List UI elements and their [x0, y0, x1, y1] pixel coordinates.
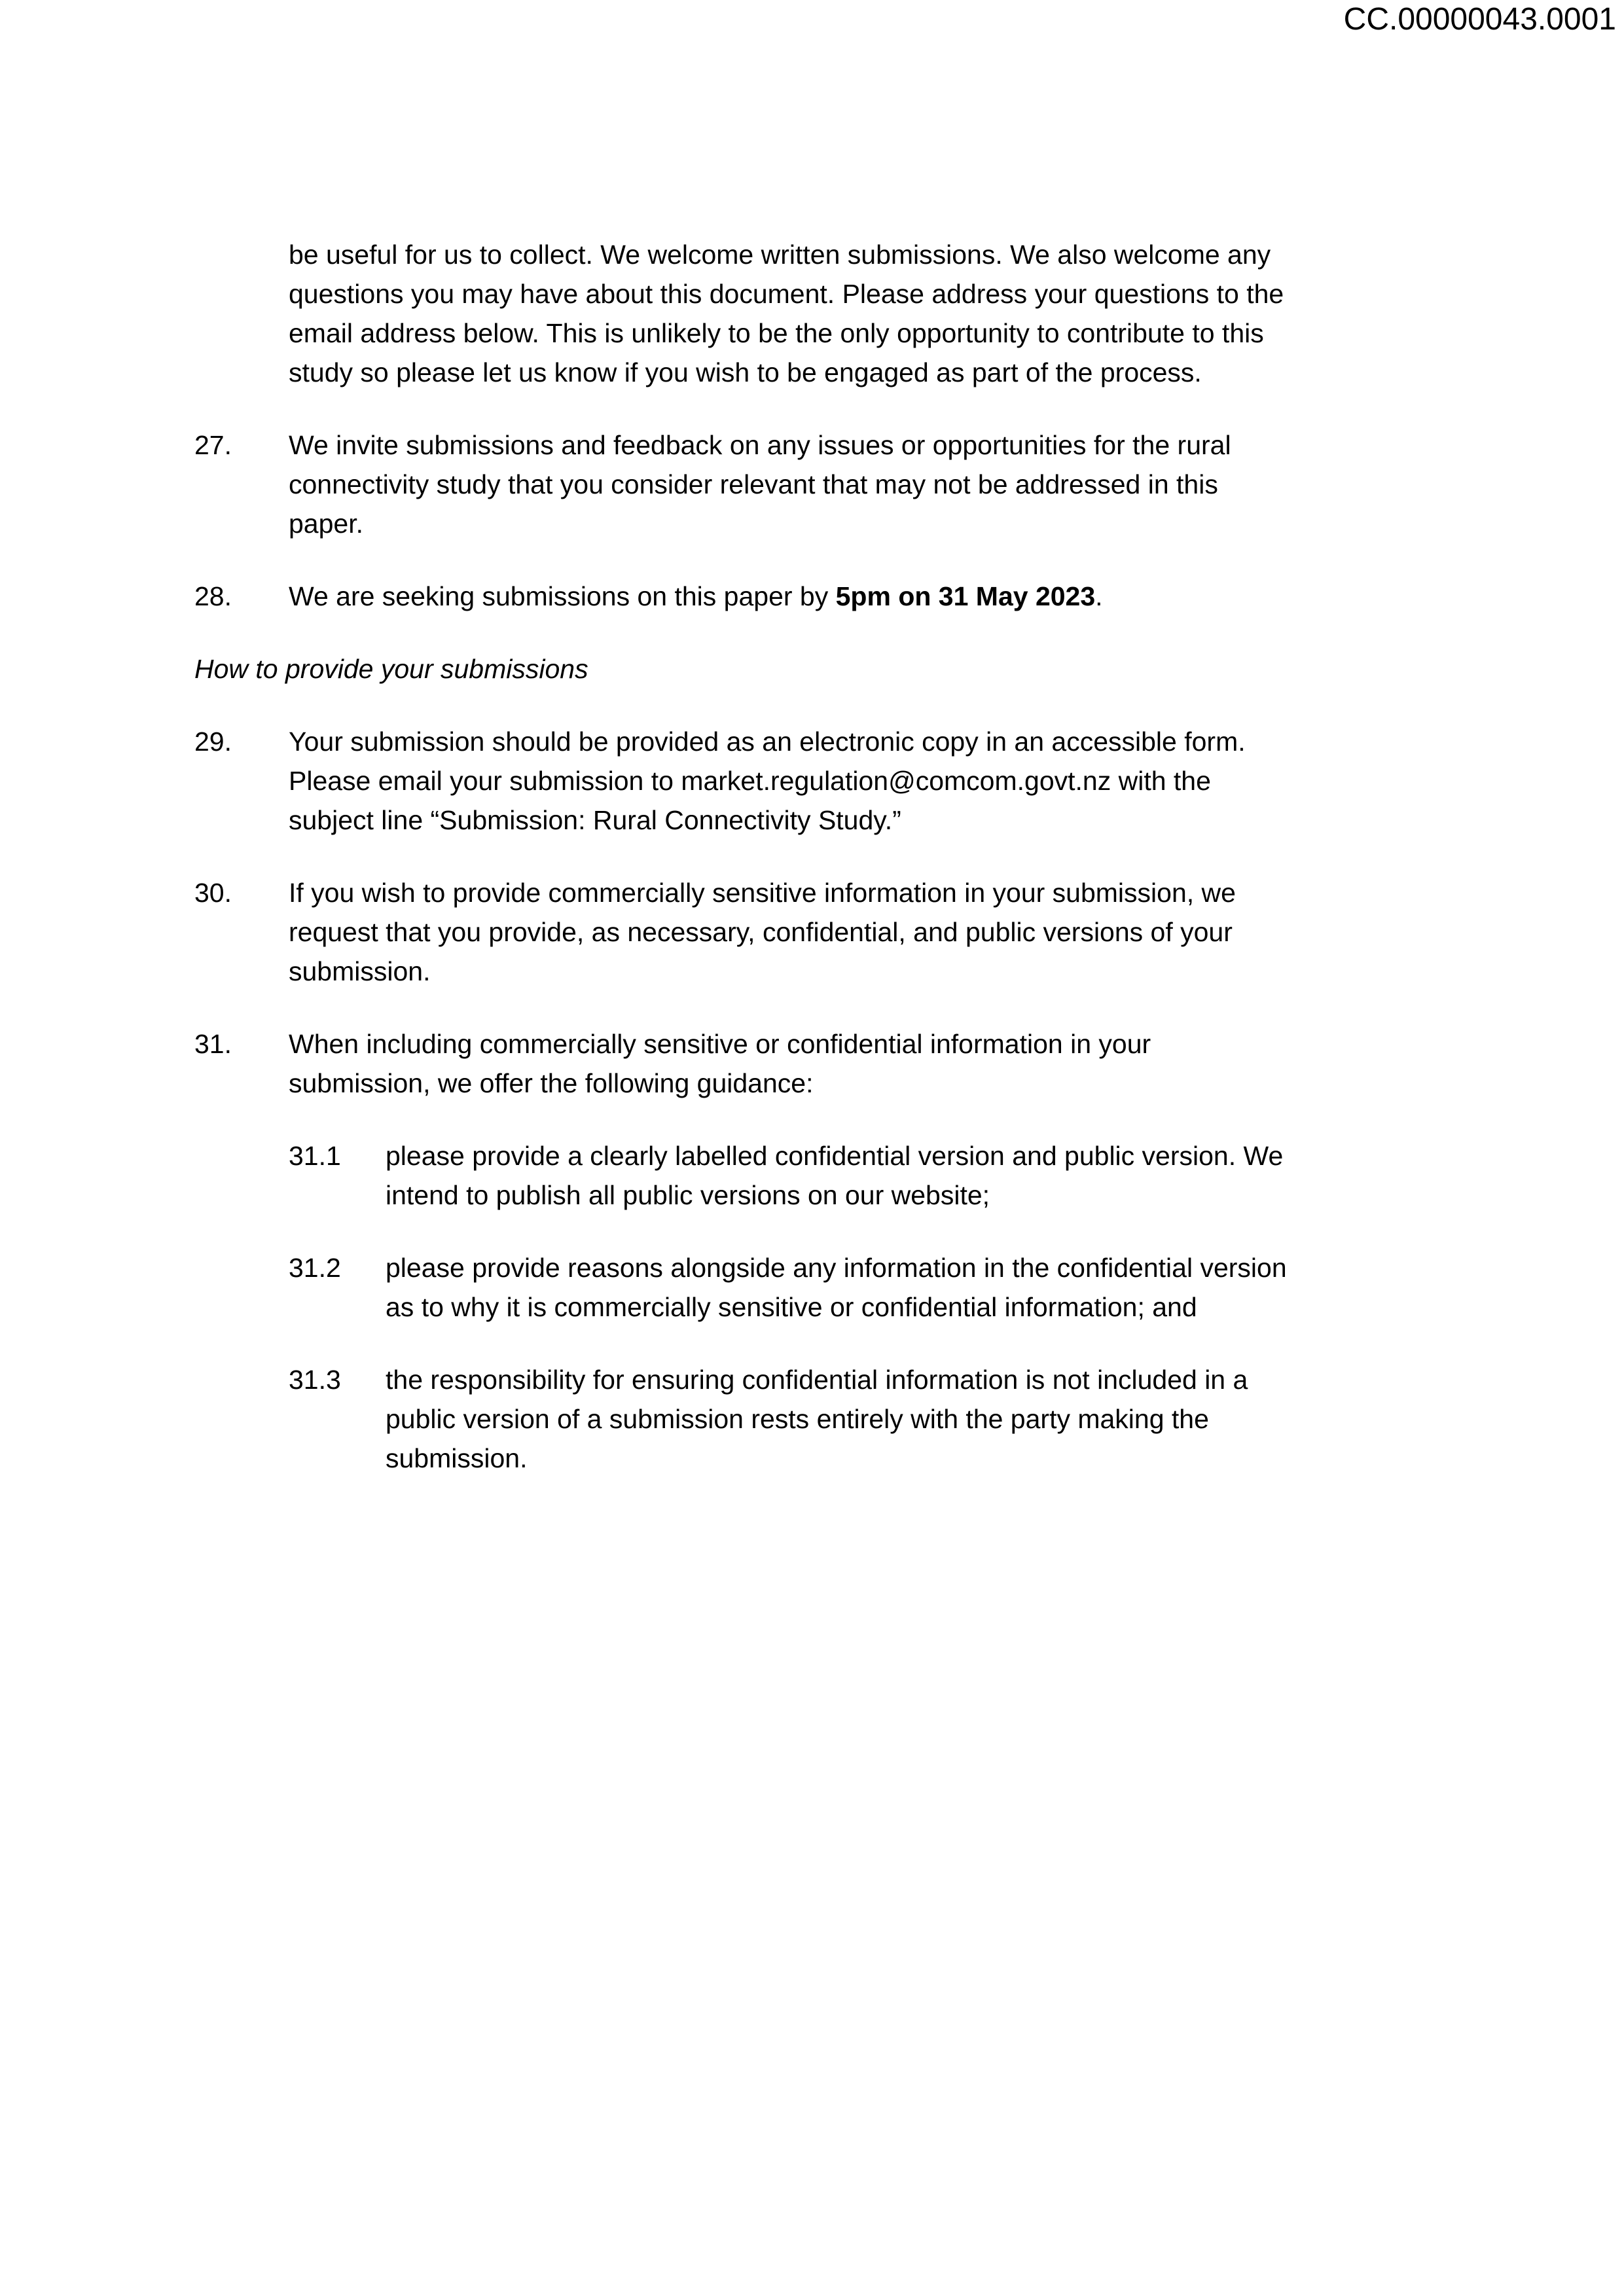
- text-line: [289, 577, 1477, 616]
- paragraph-30: [194, 873, 1477, 991]
- paragraph-28: [194, 577, 1477, 616]
- paragraph-number: 31.2: [289, 1253, 341, 1283]
- paragraph-31-3: [194, 1360, 1477, 1478]
- text-line: request that you provide, as necessary, confidential, and public versions of your: [289, 917, 1233, 947]
- paragraph-31-1: [194, 1136, 1477, 1215]
- text-line: public version of a submission rests entirely with the party making the: [386, 1404, 1209, 1434]
- paragraph-number: 31.1: [289, 1141, 341, 1171]
- text-line: Your submission should be provided as an electronic copy in an accessible form.: [289, 726, 1246, 757]
- text-line: connectivity study that you consider relevant that may not be addressed in this: [289, 469, 1218, 499]
- paragraph-29: [194, 722, 1477, 840]
- paragraph-31: [194, 1024, 1477, 1103]
- paragraph-number: 30.: [194, 878, 232, 908]
- text-line: be useful for us to collect. We welcome written submissions. We also welcome any: [289, 240, 1271, 270]
- text-line: submission.: [386, 1443, 528, 1473]
- text-line: email address below. This is unlikely to be the only opportunity to contribute to this: [289, 318, 1264, 348]
- text: We are seeking submissions on this paper by: [289, 581, 836, 611]
- paragraph-number: 31.: [194, 1029, 232, 1059]
- paragraph-31-2: [194, 1248, 1477, 1327]
- text-line: If you wish to provide commercially sensitive information in your submission, we: [289, 878, 1236, 908]
- text-line: When including commercially sensitive or confidential information in your: [289, 1029, 1151, 1059]
- paragraph-26-continuation: [194, 235, 1477, 392]
- text: .: [1095, 581, 1103, 611]
- document-id: CC.00000043.0001: [1343, 2, 1616, 37]
- text-line: We invite submissions and feedback on any issues or opportunities for the rural: [289, 430, 1231, 460]
- text-line: intend to publish all public versions on our website;: [386, 1180, 990, 1210]
- text-line: submission, we offer the following guidance:: [289, 1068, 814, 1098]
- text-line: paper.: [289, 509, 363, 539]
- page-body: [194, 235, 1477, 1511]
- text-line: Please email your submission to market.regulation@comcom.govt.nz with the: [289, 766, 1211, 796]
- text-line: the responsibility for ensuring confidential information is not included in a: [386, 1365, 1248, 1395]
- paragraph-number: 27.: [194, 430, 232, 460]
- section-heading: How to provide your submissions: [194, 654, 588, 684]
- text-line: as to why it is commercially sensitive or confidential information; and: [386, 1292, 1197, 1322]
- paragraph-27: [194, 425, 1477, 543]
- text-line: submission.: [289, 956, 431, 986]
- text-line: questions you may have about this document. Please address your questions to the: [289, 279, 1284, 309]
- paragraph-number: 31.3: [289, 1365, 341, 1395]
- text-line: please provide reasons alongside any information in the confidential version: [386, 1253, 1287, 1283]
- text-line: please provide a clearly labelled confidential version and public version. We: [386, 1141, 1284, 1171]
- deadline: 5pm on 31 May 2023: [835, 581, 1096, 611]
- paragraph-number: 28.: [194, 581, 232, 611]
- text-line: study so please let us know if you wish to be engaged as part of the process.: [289, 357, 1202, 387]
- paragraph-number: 29.: [194, 726, 232, 757]
- text-line: subject line “Submission: Rural Connectivity Study.”: [289, 805, 901, 835]
